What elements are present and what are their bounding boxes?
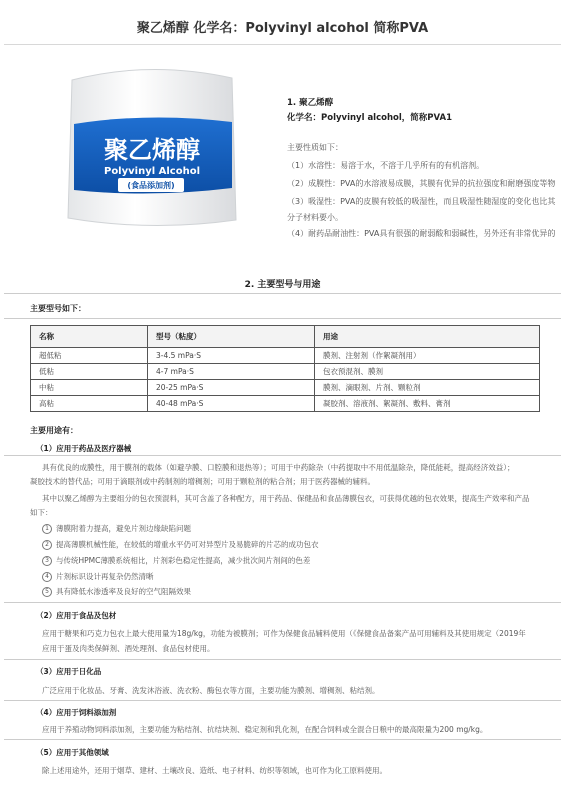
section-divider — [4, 293, 561, 294]
cell-usage: 膜剂、注射剂（作絮凝剂用） — [315, 348, 540, 364]
prop-item: （2）成膜性：PVA的水溶液易成膜，其膜有优异的抗拉强度和耐磨强度等物 — [287, 179, 556, 188]
table-header-row — [31, 326, 540, 348]
table-row — [31, 380, 540, 396]
benefit-item: 2 提高薄膜机械性能，在较低的增重水平仍可对异型片及易脆碎的片芯的成功包衣 — [42, 539, 559, 550]
benefit-item: 1 薄膜附着力提高，避免片剂边缘缺陷问题 — [42, 523, 559, 534]
prop-item: （4）耐药品耐油性：PVA具有很强的耐弱酸和弱碱性，另外还有非常优异的 — [287, 229, 556, 238]
intro-heading: 1. 聚乙烯醇 — [287, 98, 334, 108]
section-divider — [4, 659, 561, 660]
other-heading: （5）应用于其他领域 — [36, 748, 109, 757]
cell-model: 40-48 mPa·S — [148, 396, 315, 412]
feed-heading: （4）应用于饲料添加剂 — [36, 708, 117, 717]
pharma-para2-line2: 如下： — [30, 508, 53, 517]
table-title: 主要型号如下： — [30, 304, 86, 313]
food-heading: （2）应用于食品及包材 — [36, 611, 117, 620]
table-row — [31, 396, 540, 412]
feed-para: 应用于养殖动物饲料添加剂，主要功能为粘结剂、抗结块剂、稳定剂和乳化剂，在配合饲料或全混合日粮中的最高限量为200 mg/kg。 — [42, 725, 488, 734]
benefit-item: 5 具有降低水渗透率及良好的空气阻隔效果 — [42, 586, 559, 597]
benefit-item: 4 片剂标识设计再复杂仍然清晰 — [42, 571, 559, 582]
pharma-heading: （1）应用于药品及医疗器械 — [36, 444, 132, 453]
cell-model: 4-7 mPa·S — [148, 364, 315, 380]
table-row — [31, 364, 540, 380]
bag-english-name: Polyvinyl Alcohol — [103, 166, 201, 177]
props-title: 主要性质如下： — [287, 143, 343, 152]
bag-chinese-name: 聚乙烯醇 — [104, 136, 200, 164]
bag-tag: (食品添加剂) — [127, 181, 175, 190]
food-para-line1: 应用于糖果和巧克力包衣上最大使用量为18g/kg，功能为被膜剂；可作为保健食品辅料使用（《保健食品备案产品可用辅料及其使用规定（2019年 — [42, 629, 526, 638]
cell-name: 高粘 — [31, 396, 148, 412]
number-circle-icon: 4 — [42, 572, 52, 582]
chem-para: 广泛应用于化妆品、牙膏、洗发沐浴液、洗衣粉、酶包衣等方面，主要功能为膜剂、增稠剂、粘结剂。 — [42, 686, 380, 695]
pharma-para1-line1: 具有优良的成膜性，用于膜剂的载体（如避孕膜、口腔膜和退热等）；可用于中药除杂（中药提取中不用低温除杂，降低能耗，提高经济效益）； — [42, 463, 515, 472]
header-divider — [4, 44, 561, 45]
cell-name: 低粘 — [31, 364, 148, 380]
cell-usage: 包衣预混剂、膜剂 — [315, 364, 540, 380]
cell-model: 20-25 mPa·S — [148, 380, 315, 396]
cell-name: 超低粘 — [31, 348, 148, 364]
intro-chem-name: 化学名：Polyvinyl alcohol，简称PVA1 — [287, 113, 452, 123]
table-row — [31, 348, 540, 364]
other-para: 除上述用途外，还用于烟草、建材、土壤改良、造纸、电子材料、纺织等领域，也可作为化工原料使用。 — [42, 766, 387, 775]
food-para-line2: 应用于蛋及肉类保鲜剂、酒处理剂、食品包材使用。 — [42, 644, 215, 653]
pharma-para2-line1: 其中以聚乙烯醇为主要组分的包衣预混料，其可含盖了各种配方，用于药品、保健品和食品薄膜包衣，可获得优越的包衣效果，提高生产效率和产品 — [42, 494, 530, 503]
page-title: 聚乙烯醇 化学名：Polyvinyl alcohol 简称PVA — [136, 21, 429, 36]
cell-usage: 膜剂、滴眼剂、片剂、颗粒剂 — [315, 380, 540, 396]
pharma-para1-line2: 凝胶技术的替代品；可用于滴眼剂或中药制剂的增稠剂；可用于颗粒剂的粘合剂；用于医药器械的辅料。 — [30, 477, 375, 486]
benefit-item: 3 与传统HPMC薄膜系统相比，片剂彩色稳定性提高，减少批次间片剂间的色差 — [42, 555, 559, 566]
section-divider — [4, 602, 561, 603]
section-divider — [4, 318, 561, 319]
number-circle-icon: 3 — [42, 556, 52, 566]
number-circle-icon: 5 — [42, 587, 52, 597]
prop-item: （3）吸湿性：PVA的皮膜有较低的吸湿性，而且吸湿性随湿度的变化也比其 — [287, 197, 556, 206]
section-divider — [4, 739, 561, 740]
col-header-usage: 用途 — [315, 326, 540, 348]
product-bag-image — [60, 60, 240, 230]
number-circle-icon: 1 — [42, 524, 52, 534]
cell-model: 3-4.5 mPa·S — [148, 348, 315, 364]
number-circle-icon: 2 — [42, 540, 52, 550]
section-divider — [4, 455, 561, 456]
prop-item: （1）水溶性：易溶于水，不溶于几乎所有的有机溶剂。 — [287, 161, 485, 170]
section-divider — [4, 700, 561, 701]
model-table — [30, 325, 540, 412]
uses-title: 主要用途有： — [30, 426, 78, 435]
prop-item: 分子材料要小。 — [287, 213, 343, 222]
cell-usage: 凝胶剂、溶液剂、絮凝剂、敷料、膏剂 — [315, 396, 540, 412]
col-header-name: 名称 — [31, 326, 148, 348]
cell-name: 中粘 — [31, 380, 148, 396]
chem-heading: （3）应用于日化品 — [36, 667, 102, 676]
col-header-model: 型号（粘度） — [148, 326, 315, 348]
section2-heading: 2. 主要型号与用途 — [244, 280, 321, 290]
